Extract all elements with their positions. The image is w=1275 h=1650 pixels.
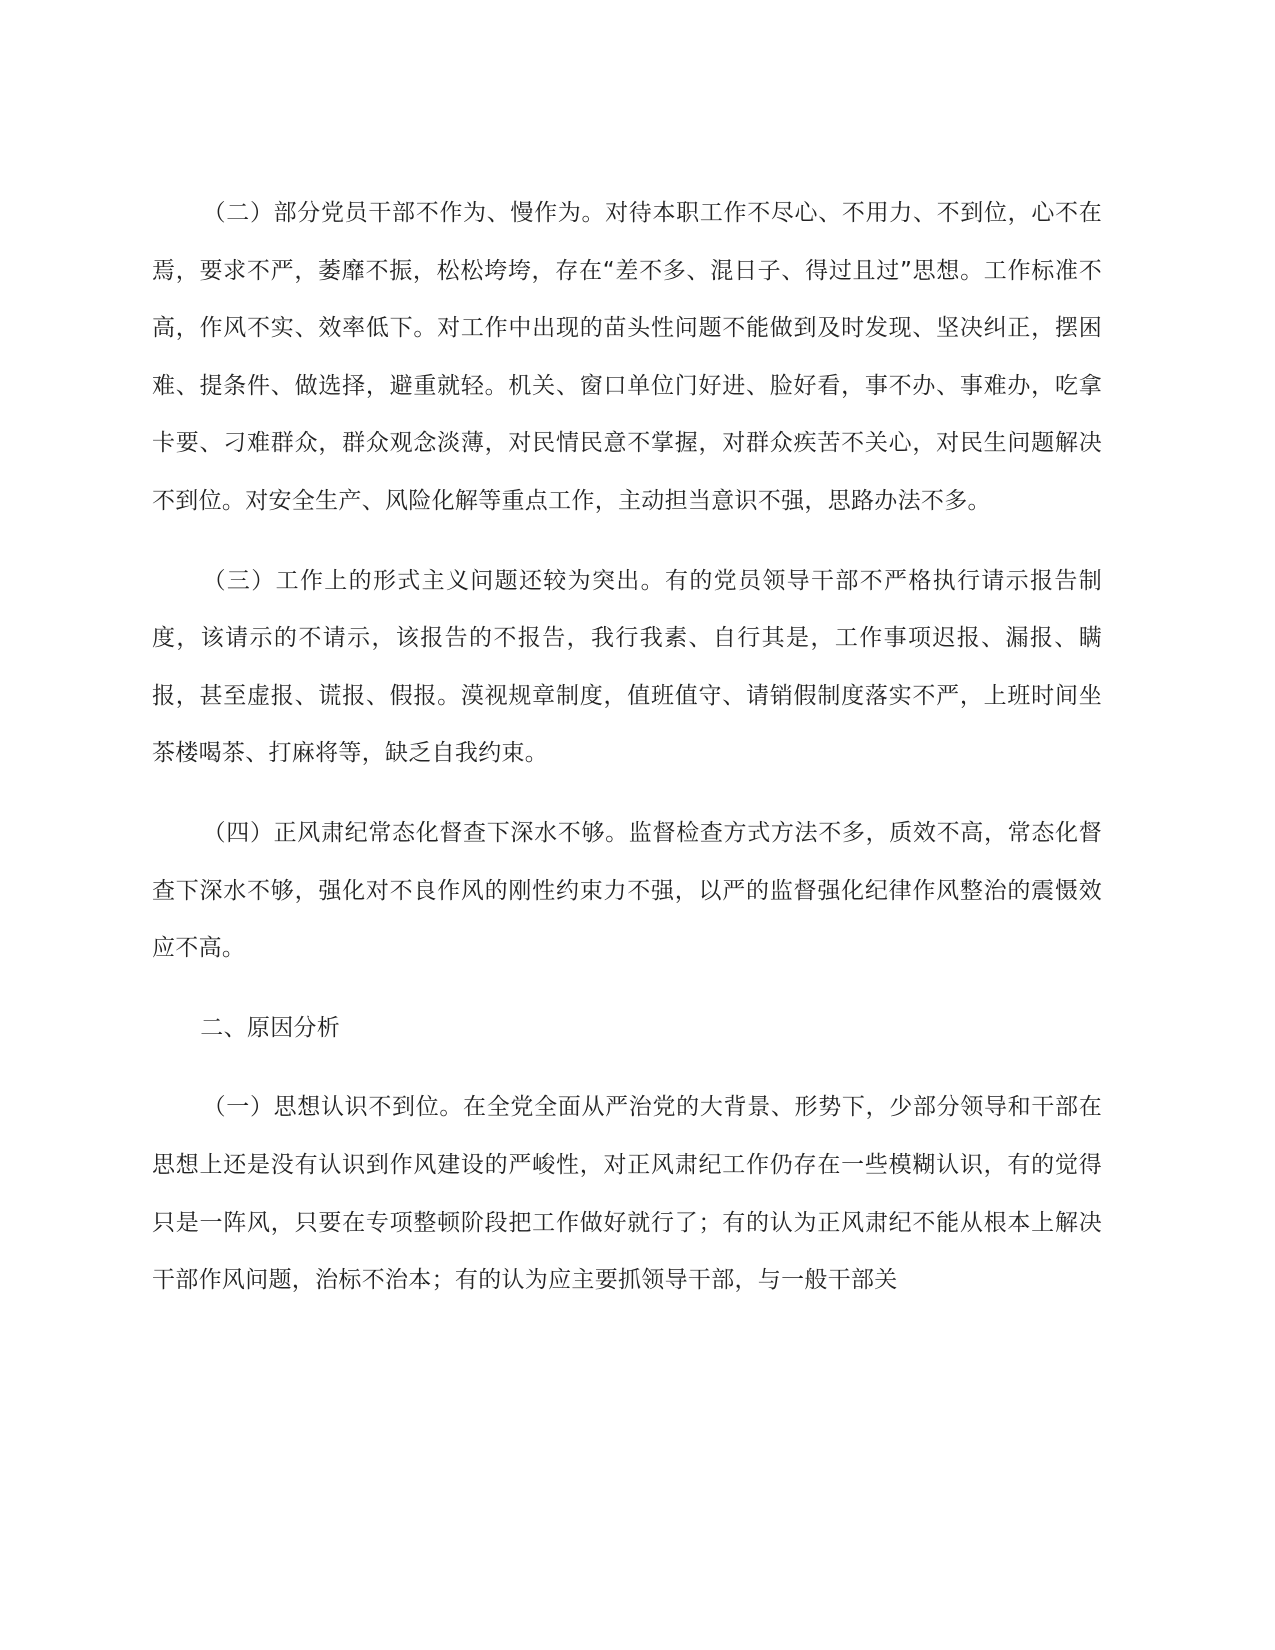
paragraph-section-2-1: （一）思想认识不到位。在全党全面从严治党的大背景、形势下，少部分领导和干部在思想上还是没有认识到作风建设的严峻性，对正风肃纪工作仍存在一些模糊认识，有的觉得只是一阵风，只要在专项整顿阶段把工作做好就行了；有的认为正风肃纪不能从根本上解决干部作风问题，治标不治本；有的认为应主要抓领导干部，与一般干部关 <box>152 1094 1102 1294</box>
paragraph-section-1-3: （三）工作上的形式主义问题还较为突出。有的党员领导干部不严格执行请示报告制度，该请示的不请示，该报告的不报告，我行我素、自行其是，工作事项迟报、漏报、瞒报，甚至虚报、谎报、假报。漠视规章制度，值班值守、请销假制度落实不严，上班时间坐茶楼喝茶、打麻将等，缺乏自我约束。 <box>152 567 1102 767</box>
paragraph-section-1-4: （四）正风肃纪常态化督查下深水不够。监督检查方式方法不多，质效不高，常态化督查下深水不够，强化对不良作风的刚性约束力不强，以严的监督强化纪律作风整治的震慑效应不高。 <box>152 819 1102 962</box>
section-heading-cause-analysis: 二、原因分析 <box>200 1014 341 1041</box>
paragraph-gap <box>152 978 1102 1000</box>
paragraph-gap <box>152 783 1102 805</box>
paragraph-gap <box>152 531 1102 553</box>
paragraph-section-1-2: （二）部分党员干部不作为、慢作为。对待本职工作不尽心、不用力、不到位，心不在焉，要求不严，萎靡不振，松松垮垮，存在“差不多、混日子、得过且过”思想。工作标准不高，作风不实、效率低下。对工作中出现的苗头性问题不能做到及时发现、坚决纠正，摆困难、提条件、做选择，避重就轻。机关、窗口单位门好进、脸好看，事不办、事难办，吃拿卡要、刁难群众，群众观念淡薄，对民情民意不掌握，对群众疾苦不关心，对民生问题解决不到位。对安全生产、风险化解等重点工作，主动担当意识不强，思路办法不多。 <box>152 200 1102 514</box>
paragraph-gap <box>152 1057 1102 1079</box>
document-body <box>152 185 1102 1310</box>
